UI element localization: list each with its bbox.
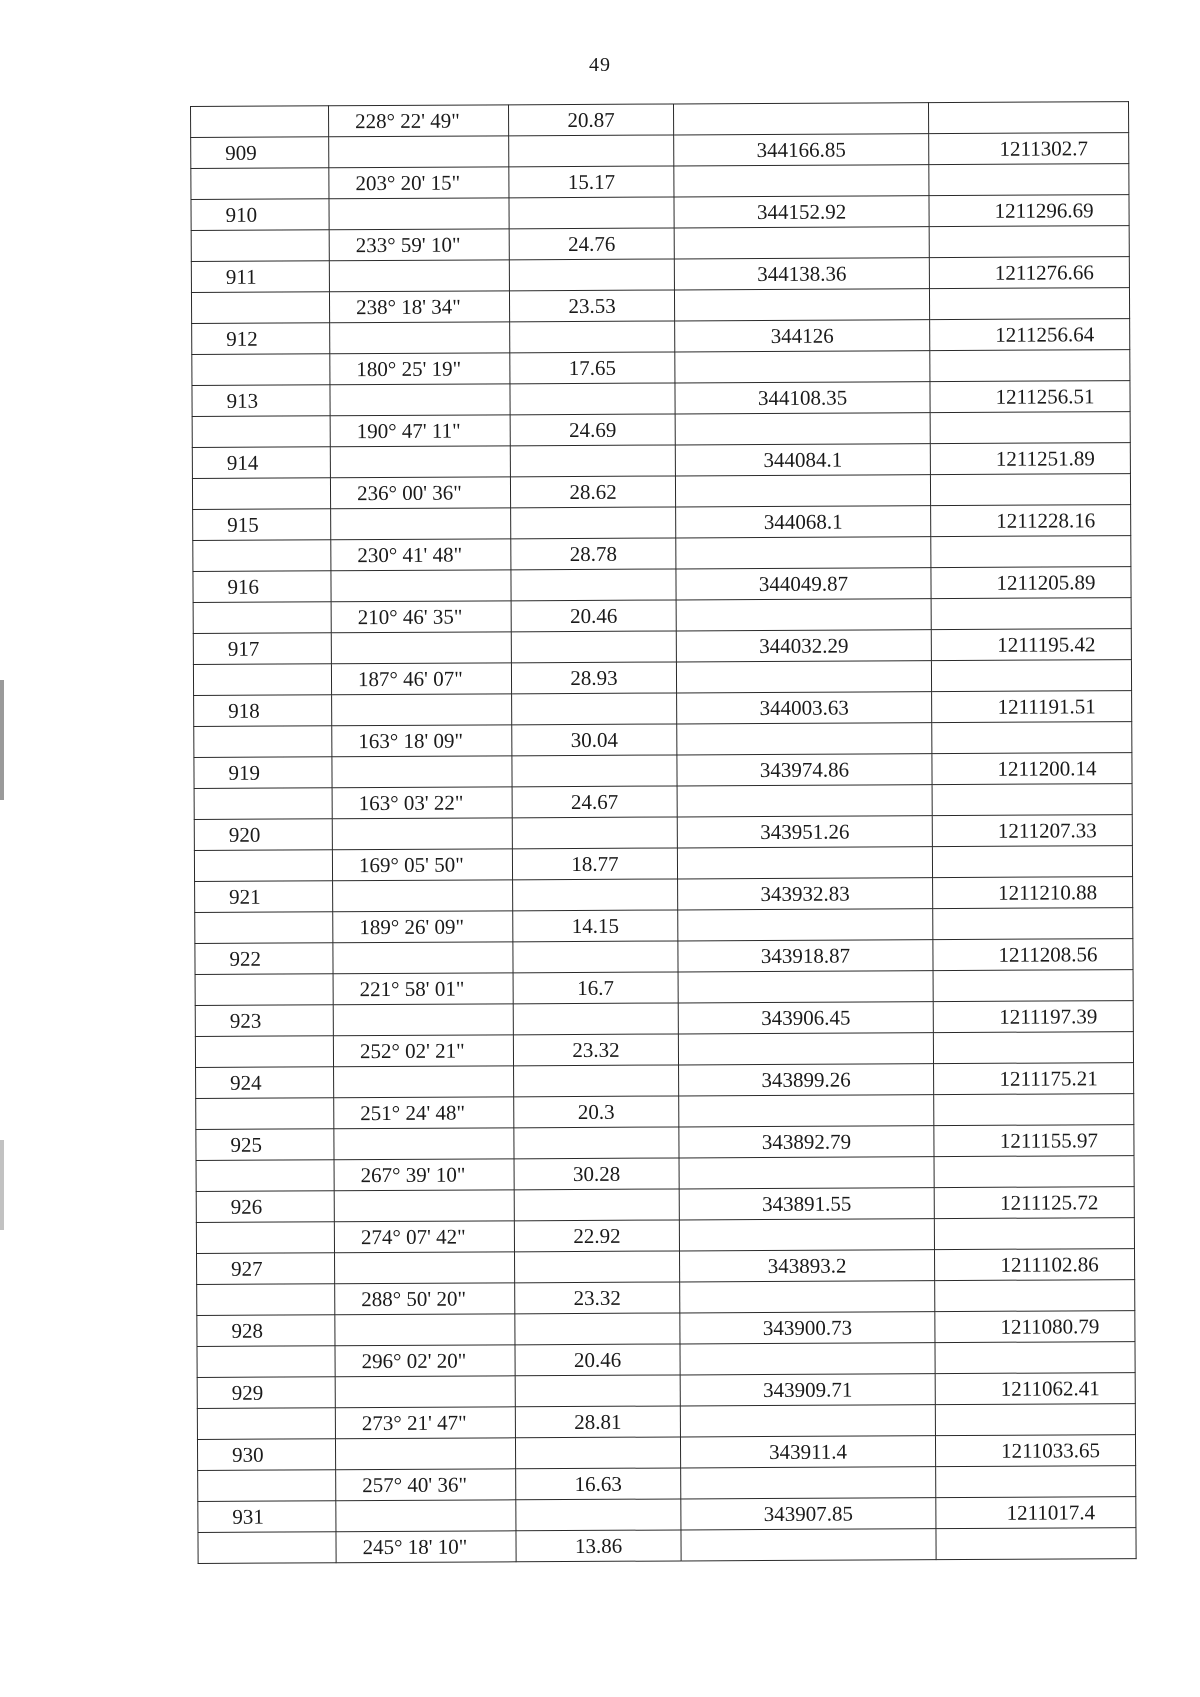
bearing-cell: 190° 47' 11"	[330, 415, 510, 447]
bearing-cell	[329, 260, 509, 292]
bearing-cell: 274° 07' 42"	[334, 1221, 514, 1253]
table-row-station	[192, 443, 1130, 479]
distance-cell	[514, 1189, 679, 1221]
y-coordinate-cell: 1211062.41	[935, 1373, 1135, 1405]
x-coordinate-cell: 344084.1	[675, 444, 930, 476]
x-coordinate-cell: 343900.73	[680, 1312, 935, 1344]
y-coordinate-cell	[935, 1404, 1135, 1436]
x-coordinate-cell	[674, 227, 929, 259]
point-cell: 921	[195, 881, 333, 913]
distance-cell: 13.86	[516, 1530, 681, 1562]
distance-cell: 28.78	[511, 538, 676, 570]
x-coordinate-cell	[677, 785, 932, 817]
y-coordinate-cell	[933, 970, 1133, 1002]
point-cell: 924	[196, 1067, 334, 1099]
bearing-cell: 180° 25' 19"	[330, 353, 510, 385]
bearing-cell	[335, 1252, 515, 1284]
x-coordinate-cell	[680, 1281, 935, 1313]
point-cell	[195, 912, 333, 944]
y-coordinate-cell: 1211195.42	[931, 629, 1131, 661]
distance-cell: 28.62	[510, 476, 675, 508]
y-coordinate-cell	[934, 1156, 1134, 1188]
table-row-leg	[192, 412, 1130, 448]
point-cell	[192, 416, 330, 448]
y-coordinate-cell	[928, 102, 1128, 134]
x-coordinate-cell	[679, 1157, 934, 1189]
y-coordinate-cell	[932, 784, 1132, 816]
point-cell	[197, 1346, 335, 1378]
y-coordinate-cell	[930, 474, 1130, 506]
point-cell	[196, 1098, 334, 1130]
x-coordinate-cell: 343906.45	[678, 1002, 933, 1034]
y-coordinate-cell: 1211205.89	[931, 567, 1131, 599]
table-row-station	[197, 1311, 1135, 1347]
x-coordinate-cell	[674, 289, 929, 321]
point-cell	[195, 1036, 333, 1068]
distance-cell: 28.93	[511, 662, 676, 694]
x-coordinate-cell	[674, 165, 929, 197]
bearing-cell: 230° 41' 48"	[331, 539, 511, 571]
point-cell	[197, 1284, 335, 1316]
table-row-leg	[192, 474, 1130, 510]
y-coordinate-cell: 1211125.72	[934, 1187, 1134, 1219]
x-coordinate-cell: 343899.26	[679, 1064, 934, 1096]
table-row-leg	[194, 722, 1132, 758]
bearing-cell	[330, 322, 510, 354]
point-cell: 918	[194, 695, 332, 727]
distance-cell: 24.67	[512, 786, 677, 818]
point-cell: 916	[193, 571, 331, 603]
table-row-leg	[193, 536, 1131, 572]
x-coordinate-cell	[677, 723, 932, 755]
x-coordinate-cell	[678, 909, 933, 941]
x-coordinate-cell	[680, 1405, 935, 1437]
x-coordinate-cell: 343911.4	[680, 1436, 935, 1468]
bearing-cell	[334, 1066, 514, 1098]
distance-cell	[509, 197, 674, 229]
y-coordinate-cell	[936, 1528, 1136, 1560]
bearing-cell: 189° 26' 09"	[333, 911, 513, 943]
table-row-station	[195, 877, 1133, 913]
y-coordinate-cell: 1211256.51	[930, 381, 1130, 413]
bearing-cell: 238° 18' 34"	[329, 291, 509, 323]
distance-cell	[514, 1127, 679, 1159]
x-coordinate-cell: 343918.87	[678, 940, 933, 972]
x-coordinate-cell: 344049.87	[676, 568, 931, 600]
distance-cell	[513, 1003, 678, 1035]
point-cell: 911	[191, 261, 329, 293]
bearing-cell: 245° 18' 10"	[336, 1531, 516, 1563]
bearing-cell	[330, 384, 510, 416]
table-row-station	[198, 1497, 1136, 1533]
point-cell: 929	[197, 1377, 335, 1409]
x-coordinate-cell: 343893.2	[680, 1250, 935, 1282]
table-row-leg	[195, 970, 1133, 1006]
distance-cell: 16.63	[516, 1468, 681, 1500]
y-coordinate-cell: 1211080.79	[935, 1311, 1135, 1343]
x-coordinate-cell	[680, 1343, 935, 1375]
bearing-cell: 267° 39' 10"	[334, 1159, 514, 1191]
table-row-station	[191, 257, 1129, 293]
table-row-leg	[194, 846, 1132, 882]
distance-cell	[510, 321, 675, 353]
bearing-cell: 233° 59' 10"	[329, 229, 509, 261]
table-row-station	[197, 1373, 1135, 1409]
y-coordinate-cell	[935, 1280, 1135, 1312]
y-coordinate-cell: 1211175.21	[934, 1063, 1134, 1095]
table-row-station	[197, 1435, 1135, 1471]
bearing-cell	[330, 446, 510, 478]
coordinates-table	[190, 101, 1137, 1564]
table-row-leg	[195, 1032, 1133, 1068]
table-row-leg	[193, 598, 1131, 634]
distance-cell	[513, 941, 678, 973]
distance-cell	[515, 1313, 680, 1345]
table-row-station	[196, 1187, 1134, 1223]
x-coordinate-cell: 343951.26	[677, 816, 932, 848]
point-cell	[194, 726, 332, 758]
y-coordinate-cell	[930, 350, 1130, 382]
distance-cell	[512, 755, 677, 787]
point-cell	[191, 106, 329, 138]
bearing-cell	[331, 570, 511, 602]
scan-edge-mark	[0, 1140, 4, 1230]
bearing-cell	[329, 136, 509, 168]
y-coordinate-cell: 1211033.65	[935, 1435, 1135, 1467]
y-coordinate-cell: 1211296.69	[929, 195, 1129, 227]
distance-cell: 20.46	[515, 1344, 680, 1376]
distance-cell: 17.65	[510, 352, 675, 384]
bearing-cell	[334, 1190, 514, 1222]
y-coordinate-cell: 1211208.56	[933, 939, 1133, 971]
point-cell: 927	[197, 1253, 335, 1285]
point-cell	[196, 1222, 334, 1254]
point-cell	[198, 1470, 336, 1502]
bearing-cell: 221° 58' 01"	[333, 973, 513, 1005]
x-coordinate-cell	[678, 1033, 933, 1065]
bearing-cell	[333, 880, 513, 912]
point-cell	[198, 1532, 336, 1564]
point-cell	[194, 788, 332, 820]
x-coordinate-cell	[675, 475, 930, 507]
bearing-cell	[333, 942, 513, 974]
table-row-leg	[191, 226, 1129, 262]
y-coordinate-cell: 1211155.97	[934, 1125, 1134, 1157]
point-cell: 913	[192, 385, 330, 417]
x-coordinate-cell: 343892.79	[679, 1126, 934, 1158]
table-row-station	[193, 567, 1131, 603]
point-cell: 922	[195, 943, 333, 975]
x-coordinate-cell	[676, 537, 931, 569]
y-coordinate-cell: 1211200.14	[932, 753, 1132, 785]
distance-cell	[510, 383, 675, 415]
y-coordinate-cell: 1211017.4	[936, 1497, 1136, 1529]
y-coordinate-cell	[934, 1094, 1134, 1126]
point-cell: 931	[198, 1501, 336, 1533]
table-row-leg	[198, 1528, 1136, 1564]
table-row-station	[194, 753, 1132, 789]
point-cell: 912	[192, 323, 330, 355]
distance-cell: 20.3	[514, 1096, 679, 1128]
bearing-cell: 288° 50' 20"	[335, 1283, 515, 1315]
bearing-cell	[331, 508, 511, 540]
bearing-cell: 163° 03' 22"	[332, 787, 512, 819]
bearing-cell	[331, 632, 511, 664]
distance-cell: 24.69	[510, 414, 675, 446]
y-coordinate-cell	[936, 1466, 1136, 1498]
y-coordinate-cell	[931, 536, 1131, 568]
distance-cell	[515, 1251, 680, 1283]
distance-cell: 16.7	[513, 972, 678, 1004]
table-row-station	[193, 629, 1131, 665]
y-coordinate-cell: 1211276.66	[929, 257, 1129, 289]
distance-cell	[515, 1437, 680, 1469]
point-cell	[194, 850, 332, 882]
x-coordinate-cell: 344166.85	[674, 134, 929, 166]
distance-cell	[509, 135, 674, 167]
bearing-cell: 257° 40' 36"	[336, 1469, 516, 1501]
x-coordinate-cell	[675, 351, 930, 383]
page-number: 49	[589, 54, 611, 76]
bearing-cell: 296° 02' 20"	[335, 1345, 515, 1377]
x-coordinate-cell	[681, 1467, 936, 1499]
bearing-cell	[335, 1376, 515, 1408]
distance-cell	[511, 507, 676, 539]
distance-cell: 18.77	[512, 848, 677, 880]
point-cell	[191, 292, 329, 324]
x-coordinate-cell	[681, 1529, 936, 1561]
x-coordinate-cell: 343909.71	[680, 1374, 935, 1406]
bearing-cell: 251° 24' 48"	[334, 1097, 514, 1129]
point-cell: 930	[197, 1439, 335, 1471]
point-cell	[191, 230, 329, 262]
table-row-station	[196, 1125, 1134, 1161]
table-row-station	[195, 1001, 1133, 1037]
distance-cell: 22.92	[514, 1220, 679, 1252]
distance-cell: 23.32	[513, 1034, 678, 1066]
y-coordinate-cell	[933, 908, 1133, 940]
bearing-cell	[334, 1128, 514, 1160]
table-row-leg	[194, 784, 1132, 820]
y-coordinate-cell: 1211251.89	[930, 443, 1130, 475]
y-coordinate-cell: 1211302.7	[929, 133, 1129, 165]
distance-cell	[512, 817, 677, 849]
point-cell: 926	[196, 1191, 334, 1223]
x-coordinate-cell: 344068.1	[676, 506, 931, 538]
point-cell	[193, 540, 331, 572]
bearing-cell: 203° 20' 15"	[329, 167, 509, 199]
x-coordinate-cell: 343907.85	[681, 1498, 936, 1530]
table-row-station	[193, 505, 1131, 541]
table-row-leg	[192, 350, 1130, 386]
x-coordinate-cell: 344003.63	[677, 692, 932, 724]
point-cell	[192, 478, 330, 510]
point-cell: 914	[192, 447, 330, 479]
coordinates-table-body	[191, 102, 1137, 1564]
x-coordinate-cell	[676, 599, 931, 631]
x-coordinate-cell: 343974.86	[677, 754, 932, 786]
distance-cell	[512, 693, 677, 725]
y-coordinate-cell	[934, 1218, 1134, 1250]
distance-cell	[510, 445, 675, 477]
distance-cell: 23.32	[515, 1282, 680, 1314]
y-coordinate-cell	[929, 226, 1129, 258]
table-row-station	[192, 381, 1130, 417]
x-coordinate-cell: 344138.36	[674, 258, 929, 290]
bearing-cell: 210° 46' 35"	[331, 601, 511, 633]
x-coordinate-cell: 344152.92	[674, 196, 929, 228]
distance-cell	[511, 631, 676, 663]
y-coordinate-cell	[932, 846, 1132, 878]
y-coordinate-cell: 1211210.88	[933, 877, 1133, 909]
point-cell	[196, 1160, 334, 1192]
point-cell	[192, 354, 330, 386]
point-cell	[197, 1408, 335, 1440]
x-coordinate-cell	[675, 413, 930, 445]
point-cell: 917	[193, 633, 331, 665]
table-row-station	[191, 195, 1129, 231]
distance-cell: 20.87	[508, 104, 673, 136]
y-coordinate-cell	[931, 660, 1131, 692]
table-row-leg	[193, 660, 1131, 696]
y-coordinate-cell: 1211102.86	[934, 1249, 1134, 1281]
y-coordinate-cell	[929, 164, 1129, 196]
bearing-cell: 236° 00' 36"	[330, 477, 510, 509]
y-coordinate-cell: 1211256.64	[930, 319, 1130, 351]
y-coordinate-cell	[931, 598, 1131, 630]
bearing-cell: 228° 22' 49"	[329, 105, 509, 137]
table-row-leg	[195, 908, 1133, 944]
distance-cell: 24.76	[509, 228, 674, 260]
point-cell	[195, 974, 333, 1006]
bearing-cell	[336, 1500, 516, 1532]
distance-cell	[509, 259, 674, 291]
distance-cell: 14.15	[513, 910, 678, 942]
distance-cell: 23.53	[509, 290, 674, 322]
point-cell	[191, 168, 329, 200]
point-cell: 928	[197, 1315, 335, 1347]
bearing-cell: 273° 21' 47"	[335, 1407, 515, 1439]
distance-cell: 30.04	[512, 724, 677, 756]
bearing-cell	[329, 198, 509, 230]
y-coordinate-cell: 1211207.33	[932, 815, 1132, 847]
x-coordinate-cell: 343891.55	[679, 1188, 934, 1220]
distance-cell	[516, 1499, 681, 1531]
point-cell: 915	[193, 509, 331, 541]
distance-cell	[513, 879, 678, 911]
bearing-cell	[332, 756, 512, 788]
distance-cell	[514, 1065, 679, 1097]
y-coordinate-cell: 1211191.51	[932, 691, 1132, 723]
table-row-station	[197, 1249, 1135, 1285]
table-row-station	[194, 691, 1132, 727]
table-row-station	[196, 1063, 1134, 1099]
point-cell: 910	[191, 199, 329, 231]
bearing-cell: 163° 18' 09"	[332, 725, 512, 757]
y-coordinate-cell	[929, 288, 1129, 320]
table-row-leg	[197, 1342, 1135, 1378]
x-coordinate-cell	[673, 103, 928, 135]
point-cell: 920	[194, 819, 332, 851]
table-row-leg	[197, 1280, 1135, 1316]
point-cell: 909	[191, 137, 329, 169]
distance-cell	[515, 1375, 680, 1407]
bearing-cell	[332, 694, 512, 726]
table-row-leg	[196, 1156, 1134, 1192]
table-row-leg	[197, 1404, 1135, 1440]
table-row-station	[192, 319, 1130, 355]
table-row-leg	[191, 288, 1129, 324]
bearing-cell	[332, 818, 512, 850]
distance-cell: 30.28	[514, 1158, 679, 1190]
x-coordinate-cell: 343932.83	[678, 878, 933, 910]
point-cell: 923	[195, 1005, 333, 1037]
distance-cell: 20.46	[511, 600, 676, 632]
bearing-cell	[335, 1314, 515, 1346]
y-coordinate-cell: 1211197.39	[933, 1001, 1133, 1033]
point-cell: 919	[194, 757, 332, 789]
y-coordinate-cell	[930, 412, 1130, 444]
point-cell: 925	[196, 1129, 334, 1161]
bearing-cell	[333, 1004, 513, 1036]
x-coordinate-cell: 344126	[675, 320, 930, 352]
table-row-leg	[191, 102, 1129, 138]
x-coordinate-cell	[678, 971, 933, 1003]
y-coordinate-cell	[933, 1032, 1133, 1064]
x-coordinate-cell: 344032.29	[676, 630, 931, 662]
bearing-cell: 187° 46' 07"	[331, 663, 511, 695]
x-coordinate-cell	[676, 661, 931, 693]
table-row-station	[194, 815, 1132, 851]
y-coordinate-cell	[932, 722, 1132, 754]
table-row-leg	[191, 164, 1129, 200]
x-coordinate-cell	[679, 1095, 934, 1127]
y-coordinate-cell: 1211228.16	[931, 505, 1131, 537]
bearing-cell	[335, 1438, 515, 1470]
scan-edge-mark	[0, 680, 4, 800]
point-cell	[193, 602, 331, 634]
distance-cell	[511, 569, 676, 601]
x-coordinate-cell	[679, 1219, 934, 1251]
table-row-leg	[196, 1218, 1134, 1254]
x-coordinate-cell	[677, 847, 932, 879]
table-row-leg	[198, 1466, 1136, 1502]
bearing-cell: 169° 05' 50"	[332, 849, 512, 881]
bearing-cell: 252° 02' 21"	[333, 1035, 513, 1067]
table-row-leg	[196, 1094, 1134, 1130]
y-coordinate-cell	[935, 1342, 1135, 1374]
distance-cell: 15.17	[509, 166, 674, 198]
table-row-station	[191, 133, 1129, 169]
distance-cell: 28.81	[515, 1406, 680, 1438]
x-coordinate-cell: 344108.35	[675, 382, 930, 414]
point-cell	[193, 664, 331, 696]
table-row-station	[195, 939, 1133, 975]
